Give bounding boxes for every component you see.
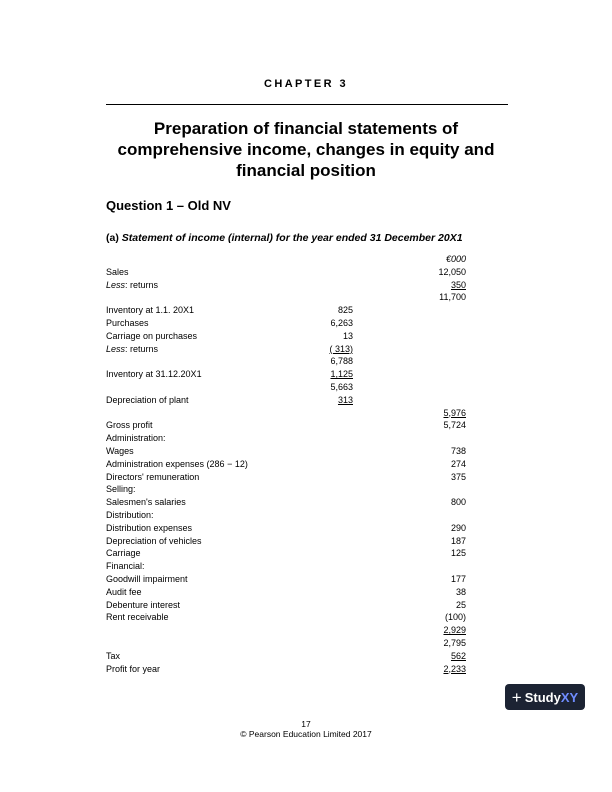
row-label: Distribution:: [106, 509, 154, 520]
statement-row: [106, 381, 466, 394]
amount-subtotal: 6,263: [330, 317, 353, 328]
statement-row: [106, 509, 466, 522]
statement-row: [106, 586, 466, 599]
row-label: Financial:: [106, 561, 145, 572]
badge-brand-text: Study: [524, 689, 561, 705]
amount-total: 25: [455, 599, 466, 610]
row-label: Distribution expenses: [106, 522, 193, 533]
statement-row: [106, 522, 466, 535]
badge-brand: [525, 690, 578, 705]
amount-total: 12,050: [438, 266, 466, 277]
statement-row: [106, 266, 466, 279]
statement-row: [106, 624, 466, 637]
statement-row: [106, 560, 466, 573]
statement-row: [106, 407, 466, 420]
amount-subtotal: 1,125: [330, 369, 353, 380]
row-label: Administration:: [106, 433, 166, 444]
row-label: Administration expenses (286 − 12): [106, 458, 248, 469]
statement-row: [106, 304, 466, 317]
statement-row: [106, 663, 466, 676]
row-label: Sales: [106, 266, 129, 277]
row-label: Tax: [106, 650, 121, 661]
statement-row: [106, 458, 466, 471]
statement-row: [106, 419, 466, 432]
question-heading: Question 1 – Old NV: [106, 198, 231, 213]
statement-rows: [106, 266, 466, 676]
row-label-italic: Less: [106, 279, 126, 290]
statement-row: [106, 599, 466, 612]
statement-title: Statement of income (internal) for the year ended 31 December 20X1: [121, 232, 463, 244]
amount-total: 800: [450, 497, 466, 508]
copyright: © Pearson Education Limited 2017: [240, 729, 372, 739]
row-label: Carriage on purchases: [106, 330, 198, 341]
chapter-title: [0, 118, 612, 181]
statement-row: [106, 547, 466, 560]
chapter-title-line: Preparation of financial statements of: [153, 119, 459, 138]
amount-total: 274: [450, 458, 466, 469]
statement-row: [106, 483, 466, 496]
row-label: [106, 343, 158, 356]
row-label: Audit fee: [106, 586, 142, 597]
amount-total: 562: [450, 650, 466, 661]
amount-total: 5,976: [443, 407, 466, 418]
chapter-title-line: comprehensive income, changes in equity and: [117, 140, 495, 159]
chapter-title-line: financial position: [236, 161, 376, 180]
amount-total: 2,929: [443, 625, 466, 636]
statement-row: [106, 330, 466, 343]
amount-total: 290: [450, 522, 466, 533]
row-label: Depreciation of vehicles: [106, 535, 202, 546]
amount-total: 375: [450, 471, 466, 482]
row-label: Depreciation of plant: [106, 394, 189, 405]
row-label: Rent receivable: [106, 612, 169, 623]
amount-subtotal: 6,788: [330, 356, 353, 367]
statement-row: [106, 394, 466, 407]
row-label-italic: Less: [106, 343, 126, 354]
amount-total: 350: [450, 279, 466, 290]
statement-row: [106, 611, 466, 624]
row-label-rest: : returns: [125, 279, 159, 290]
amount-total: 187: [450, 535, 466, 546]
row-label-rest: : returns: [125, 343, 159, 354]
amount-total: 5,724: [443, 420, 466, 431]
amount-subtotal: 825: [337, 305, 353, 316]
row-label: Directors' remuneration: [106, 471, 200, 482]
row-label: Inventory at 31.12.20X1: [106, 369, 202, 380]
statement-row: [106, 650, 466, 663]
amount-subtotal: 13: [342, 330, 353, 341]
row-label: Carriage: [106, 548, 141, 559]
row-label: Gross profit: [106, 420, 153, 431]
currency-header-row: [106, 253, 466, 266]
amount-total: (100): [444, 612, 466, 623]
header-divider: [106, 104, 508, 105]
row-label: Profit for year: [106, 663, 161, 674]
row-label: Salesmen's salaries: [106, 497, 186, 508]
plus-icon: +: [511, 687, 522, 707]
studyxy-badge[interactable]: [505, 684, 585, 710]
statement-row: [106, 355, 466, 368]
currency-header: €000: [445, 254, 466, 264]
statement-row: [106, 496, 466, 509]
page-number: 17: [301, 719, 311, 729]
chapter-label: CHAPTER 3: [264, 78, 348, 90]
amount-total: 38: [455, 586, 466, 597]
statement-row: [106, 471, 466, 484]
row-label: Goodwill impairment: [106, 573, 188, 584]
statement-row: [106, 637, 466, 650]
amount-total: 2,795: [443, 637, 466, 648]
statement-row: [106, 432, 466, 445]
amount-total: 2,233: [443, 663, 466, 674]
statement-heading: [106, 232, 463, 244]
statement-row: [106, 535, 466, 548]
row-label: Purchases: [106, 317, 149, 328]
statement-row: [106, 291, 466, 304]
statement-row: [106, 317, 466, 330]
row-label: Debenture interest: [106, 599, 181, 610]
amount-subtotal: 313: [337, 394, 353, 405]
statement-row: [106, 343, 466, 356]
row-label: Inventory at 1.1. 20X1: [106, 305, 195, 316]
row-label: [106, 279, 158, 292]
part-label: (a): [106, 232, 119, 244]
amount-subtotal: 5,663: [330, 381, 353, 392]
row-label: Selling:: [106, 484, 136, 495]
amount-total: 738: [450, 445, 466, 456]
amount-total: 125: [450, 548, 466, 559]
statement-row: [106, 279, 466, 292]
badge-brand-accent: XY: [560, 689, 579, 705]
row-label: Wages: [106, 445, 134, 456]
amount-total: 11,700: [439, 292, 466, 303]
income-statement: [106, 253, 466, 675]
amount-total: 177: [450, 573, 466, 584]
statement-row: [106, 573, 466, 586]
statement-row: [106, 368, 466, 381]
statement-row: [106, 445, 466, 458]
amount-subtotal: ( 313): [329, 343, 353, 354]
